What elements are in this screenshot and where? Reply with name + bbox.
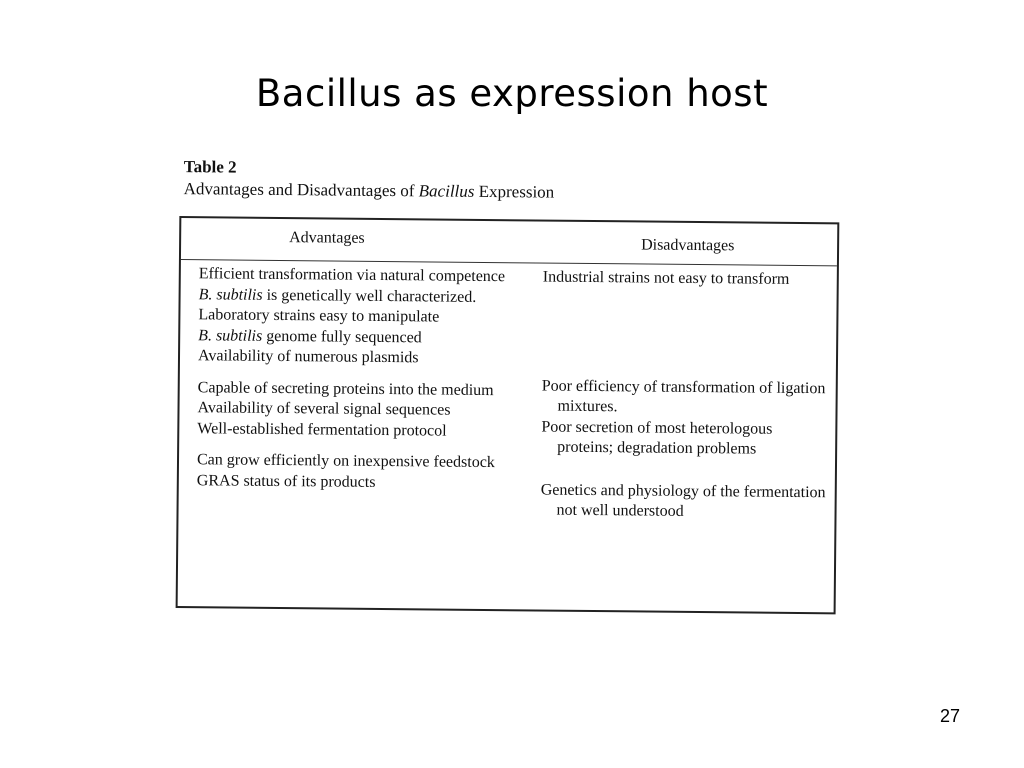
disadvantage-item: Poor secretion of most heterologous proteins; degradation problems: [541, 418, 773, 458]
table-caption-text: [184, 178, 555, 204]
table-header-row: [181, 218, 837, 266]
species-name: B. subtilis: [198, 326, 263, 345]
advantages-column: [197, 264, 519, 494]
disadvantage-item: Industrial strains not easy to transform: [542, 268, 790, 288]
disadvantages-column: [540, 268, 832, 524]
advantage-item: Efficient transformation via natural competence: [198, 265, 506, 286]
species-name: B. subtilis: [198, 285, 263, 304]
advantage-item: GRAS status of its products: [196, 471, 376, 491]
advantage-item: Availability of numerous plasmids: [197, 347, 419, 367]
spacer: [541, 458, 831, 483]
spacer: [542, 288, 833, 379]
advantage-item: Availability of several signal sequences: [197, 399, 451, 419]
advantage-item: Can grow efficiently on inexpensive feedstock: [196, 451, 495, 472]
advantage-item: B. subtilis is genetically well characterized.: [198, 285, 477, 306]
scanned-table-figure: [171, 150, 855, 627]
disadvantage-item: Genetics and physiology of the fermentation not well understood: [540, 481, 826, 520]
disadvantages-header: Disadvantages: [641, 236, 735, 255]
page-number: 27: [939, 706, 960, 726]
table-label: Table 2: [183, 157, 237, 177]
caption-prefix: Advantages and Disadvantages of: [183, 179, 419, 201]
disadvantage-item: Poor efficiency of transformation of ligation mixtures.: [541, 377, 826, 416]
table-caption: [184, 156, 555, 204]
advantages-header: Advantages: [289, 229, 365, 247]
caption-italic: Bacillus: [418, 181, 475, 201]
slide-title: Bacillus as expression host: [255, 72, 769, 115]
advantage-item: Capable of secreting proteins into the medium: [197, 378, 494, 399]
advantage-item: Laboratory strains easy to manipulate: [198, 306, 440, 326]
advantage-item: Well-established fermentation protocol: [197, 419, 447, 440]
caption-suffix: Expression: [474, 181, 555, 202]
advantage-item: B. subtilis genome fully sequenced: [198, 326, 422, 346]
advantages-table: [176, 216, 840, 614]
